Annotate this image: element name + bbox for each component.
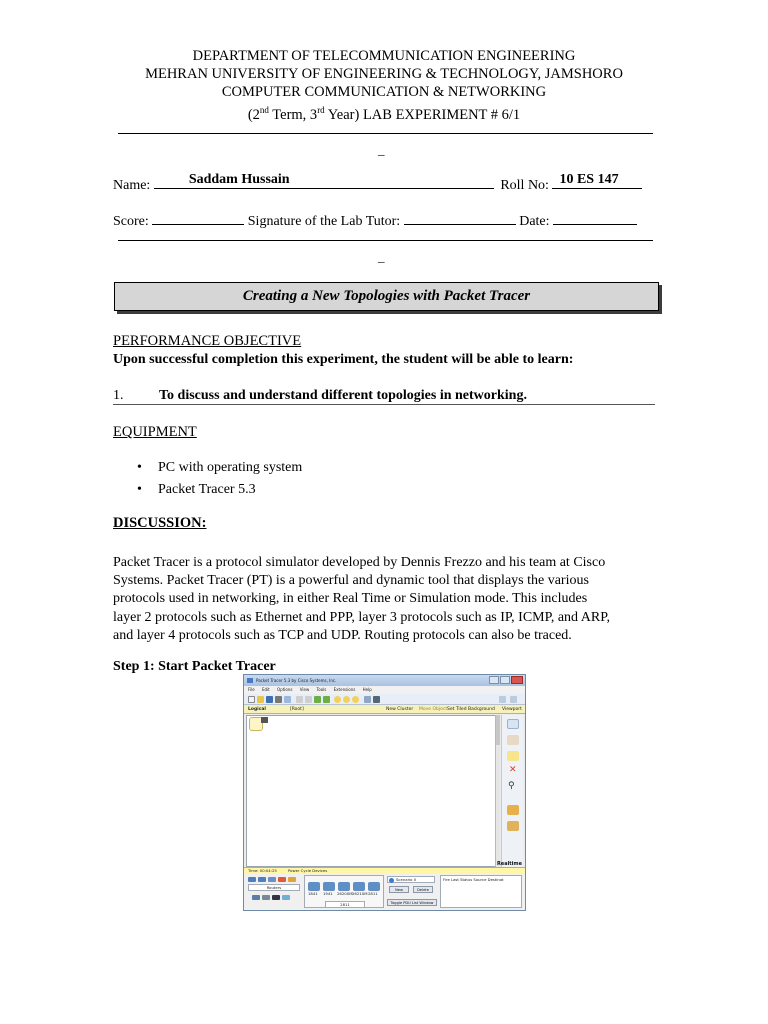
note-tool-icon[interactable] [507, 751, 519, 761]
router-model-label: 2811 [368, 891, 378, 896]
move-object-button[interactable]: Move Object [419, 707, 448, 712]
open-folder-icon[interactable] [257, 696, 264, 703]
university-line: MEHRAN UNIVERSITY OF ENGINEERING & TECHNOLOGY, JAMSHORO [145, 66, 623, 82]
pt-bottom-panel [244, 873, 525, 910]
name-label: Name: [113, 178, 151, 193]
pt-toolbar [244, 694, 525, 705]
new-cluster-button[interactable]: New Cluster [386, 707, 414, 712]
root-label: [Root] [290, 707, 304, 712]
end-devices-icon[interactable] [252, 895, 260, 900]
menu-options[interactable]: Options [277, 687, 293, 692]
discussion-line: protocols used in networking, in either Real Time or Simulation mode. This includes [113, 591, 588, 607]
dept-line: DEPARTMENT OF TELECOMMUNICATION ENGINEERING [192, 48, 576, 64]
delete-tool-icon[interactable]: ✕ [509, 765, 517, 775]
pt-window-title: Packet Tracer 5.3 by Cisco Systems, Inc. [256, 678, 337, 683]
objective-item-text: To discuss and understand different topologies in networking. [159, 388, 527, 403]
list-item: • PC with operating system [133, 457, 302, 479]
realtime-label[interactable]: Realtime [496, 861, 522, 867]
connections-category-icon[interactable] [288, 877, 296, 882]
custom-device-icon[interactable] [373, 696, 380, 703]
date-field[interactable] [553, 209, 637, 225]
cluster-icon[interactable] [261, 717, 268, 723]
roll-field[interactable] [552, 173, 642, 189]
move-tool-icon[interactable] [507, 735, 519, 745]
packet-tracer-screenshot [243, 674, 526, 911]
header-rule [118, 133, 653, 134]
score-label: Score: [113, 214, 149, 229]
undo-icon[interactable] [314, 696, 321, 703]
custom-devices-icon[interactable] [272, 895, 280, 900]
discussion-line: and layer 4 protocols such as TCP and UDP. Routing protocols can also be traced. [113, 627, 572, 643]
routers-category-icon[interactable] [248, 877, 256, 882]
router-1841-icon[interactable] [308, 882, 320, 891]
complex-pdu-icon[interactable] [507, 821, 519, 831]
term-open: (2 [247, 106, 260, 123]
discussion-line: Packet Tracer is a protocol simulator developed by Dennis Frezzo and his team at Cisco [113, 555, 606, 570]
inspect-tool-icon[interactable]: ⚲ [508, 781, 515, 791]
equipment-list [133, 457, 302, 500]
score-row [113, 209, 637, 230]
score-field[interactable] [152, 209, 244, 225]
term-mid: Term, 3 [268, 106, 318, 123]
pdu-table-header: Fire Last Status Source Destinat [443, 877, 504, 882]
close-icon[interactable] [511, 676, 523, 684]
experiment-line [0, 101, 768, 124]
signature-field[interactable] [404, 209, 516, 225]
pt-right-toolbar [501, 715, 523, 867]
objective-heading: PERFORMANCE OBJECTIVE [113, 333, 302, 349]
discussion-paragraph [113, 554, 673, 645]
scenario-value: Scenario 0 [396, 877, 417, 882]
help-icon[interactable] [510, 696, 517, 703]
term-sup-nd: nd [259, 105, 269, 115]
name-value: Saddam Hussain [188, 172, 290, 187]
time-display: Time: 00:04:25 [248, 868, 277, 873]
router-2621xm-icon[interactable] [353, 882, 365, 891]
palette-icon[interactable] [364, 696, 371, 703]
delete-scenario-button[interactable]: Delete [413, 886, 433, 893]
name-field[interactable] [154, 173, 494, 189]
term-close: Year) LAB EXPERIMENT # 6/1 [324, 106, 521, 123]
list-item: • Packet Tracer 5.3 [133, 479, 302, 501]
menu-view[interactable]: View [299, 687, 310, 692]
menu-help[interactable]: Help [362, 687, 372, 692]
router-2620xm-icon[interactable] [338, 882, 350, 891]
scroll-thumb[interactable] [496, 715, 500, 745]
copy-icon[interactable] [296, 696, 303, 703]
objective-intro: Upon successful completion this experiment, the student will be able to learn: [113, 352, 574, 367]
menu-file[interactable]: File [248, 687, 255, 692]
roll-label: Roll No: [500, 178, 549, 193]
pt-workspace-canvas[interactable] [246, 715, 496, 867]
simple-pdu-icon[interactable] [507, 805, 519, 815]
menu-tools[interactable]: Tools [316, 687, 327, 692]
wan-emulation-icon[interactable] [262, 895, 270, 900]
scenario-panel [387, 875, 437, 908]
router-model-label: 1941 [323, 891, 333, 896]
router-model-label: 1841 [308, 891, 318, 896]
pt-titlebar [244, 675, 525, 686]
hubs-category-icon[interactable] [268, 877, 276, 882]
course-line: COMPUTER COMMUNICATION & NETWORKING [221, 84, 547, 100]
menu-edit[interactable]: Edit [261, 687, 270, 692]
wizard-icon[interactable] [284, 696, 291, 703]
date-label: Date: [519, 214, 550, 229]
viewport-button[interactable]: Viewport [502, 707, 522, 712]
router-model-label: 2620XM [337, 891, 353, 896]
logical-tab[interactable]: Logical [248, 707, 266, 712]
router-2811-icon[interactable] [368, 882, 380, 891]
equipment-heading: EQUIPMENT [113, 424, 197, 440]
device-categories [246, 876, 302, 908]
pdu-list-table [440, 875, 522, 908]
scenario-info-icon [389, 878, 394, 883]
new-file-icon[interactable] [248, 696, 255, 703]
maximize-icon[interactable] [500, 676, 510, 684]
info-icon[interactable] [499, 696, 506, 703]
zoom-reset-icon[interactable] [343, 696, 350, 703]
fields-rule [118, 240, 653, 241]
zoom-in-icon[interactable] [334, 696, 341, 703]
pt-app-icon [247, 678, 253, 683]
term-sup-rd: rd [317, 105, 325, 115]
roll-value: 10 ES 147 [559, 172, 619, 187]
pt-workspace-bar [244, 705, 525, 714]
category-name: Routers [248, 884, 300, 891]
device-models-panel [304, 875, 384, 908]
vertical-scrollbar[interactable] [495, 715, 500, 867]
redo-icon[interactable] [323, 696, 330, 703]
scenario-select[interactable] [387, 876, 435, 883]
signature-label: Signature of the Lab Tutor: [247, 214, 401, 229]
objective-item [113, 387, 655, 405]
save-icon[interactable] [266, 696, 273, 703]
header-dash: _ [378, 142, 385, 157]
set-tiled-background-button[interactable]: Set Tiled Background [447, 707, 495, 712]
power-cycle-button[interactable]: Power Cycle Devices [288, 868, 328, 873]
experiment-title: Creating a New Topologies with Packet Tracer [114, 282, 659, 311]
discussion-line: Systems. Packet Tracer (PT) is a powerful and dynamic tool that displays the various [113, 573, 589, 589]
pt-menubar [244, 686, 525, 694]
print-icon[interactable] [275, 696, 282, 703]
toggle-pdu-list-button[interactable]: Toggle PDU List Window [387, 899, 437, 906]
select-tool-icon[interactable] [507, 719, 519, 729]
paste-icon[interactable] [305, 696, 312, 703]
name-row [113, 173, 642, 194]
router-1941-icon[interactable] [323, 882, 335, 891]
wireless-category-icon[interactable] [278, 877, 286, 882]
discussion-line: layer 2 protocols such as Ethernet and PPP, layer 3 protocols such as IP, ICMP, and ARP, [113, 609, 610, 625]
minimize-icon[interactable] [489, 676, 499, 684]
fields-dash: _ [378, 249, 385, 264]
step1-heading: Step 1: Start Packet Tracer [113, 659, 276, 674]
selected-model: 2811 [325, 901, 365, 908]
router-model-label: 2621XM [352, 891, 368, 896]
menu-extensions[interactable]: Extensions [333, 687, 356, 692]
new-scenario-button[interactable]: New [389, 886, 409, 893]
multiuser-icon[interactable] [282, 895, 290, 900]
objective-item-number: 1. [113, 388, 124, 403]
switches-category-icon[interactable] [258, 877, 266, 882]
zoom-out-icon[interactable] [352, 696, 359, 703]
discussion-heading: DISCUSSION: [113, 515, 207, 531]
